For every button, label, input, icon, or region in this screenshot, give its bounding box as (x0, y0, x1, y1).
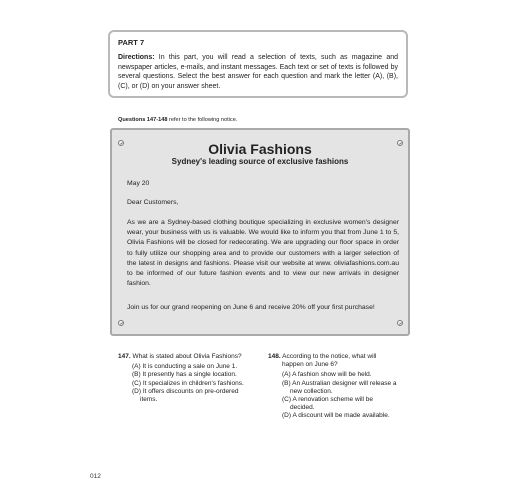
option-c[interactable]: (C) A renovation scheme will be (282, 396, 374, 404)
questions-reference (118, 117, 237, 123)
questions-range: Questions 147-148 (118, 117, 168, 123)
option-b[interactable]: (B) An Australian designer will release a (282, 379, 397, 387)
option-a[interactable]: (A) A fashion show will be held. (282, 371, 372, 379)
directions-box (108, 30, 408, 98)
question-147 (118, 353, 268, 404)
question-148 (268, 353, 418, 421)
page-number: 012 (90, 473, 101, 480)
notice-title: Olivia Fashions (208, 141, 312, 157)
screw-icon (397, 320, 403, 326)
answer-options (118, 363, 268, 404)
notice-body: As we are a Sydney-based clothing boutique specializing in exclusive women's designer wear, your business with us is valuable. We would like to inform you that from June 1 to 5, Olivia Fashions will be closed for redecorating. We are upgrading our floor space in order to fully utilize our shopping area and to provide our customers with a larger selection of the latest in designs and fashions. Please visit our website at www. oliviafashions.com.au to be informed of our future fashion events and to view our new arrivals in designer fashion. (127, 219, 399, 288)
question-number: 147. (118, 353, 131, 360)
directions-text (118, 53, 398, 91)
notice-closing: Join us for our grand reopening on June 6 and receive 20% off your first purchase! (127, 304, 375, 311)
notice-date: May 20 (127, 180, 150, 187)
notice-board (110, 128, 410, 336)
question-text: What is stated about Olivia Fashions? (132, 353, 242, 360)
questions-reference-text: refer to the following notice. (167, 117, 238, 123)
option-b-continued: new collection. (290, 387, 333, 395)
part-title: PART 7 (118, 38, 145, 47)
question-text-continued: happen on June 6? (282, 361, 338, 369)
option-c-continued: decided. (290, 404, 315, 412)
question-text: According to the notice, what will (282, 353, 377, 360)
option-d-continued: items. (140, 396, 158, 404)
answer-options (268, 371, 418, 420)
directions-body: In this part, you will read a selection of texts, such as magazine and newspaper articles, e-mails, and instant messages. Each text or set of texts is followed by several questions. Select the best answer for each question and mark the letter (A), (B), (C), or (D) on your answer sheet. (118, 54, 398, 90)
notice-greeting: Dear Customers, (127, 199, 179, 206)
question-number: 148. (268, 353, 281, 360)
option-d[interactable]: (D) A discount will be made available. (282, 412, 390, 420)
option-a[interactable]: (A) It is conducting a sale on June 1. (132, 363, 238, 371)
directions-label: Directions: (118, 54, 155, 61)
option-d[interactable]: (D) It offers discounts on pre-ordered (132, 387, 239, 395)
option-c[interactable]: (C) It specializes in children's fashions. (132, 379, 244, 387)
option-b[interactable]: (B) It presently has a single location. (132, 371, 237, 379)
notice-subtitle: Sydney's leading source of exclusive fashions (171, 157, 349, 166)
screw-icon (118, 320, 124, 326)
